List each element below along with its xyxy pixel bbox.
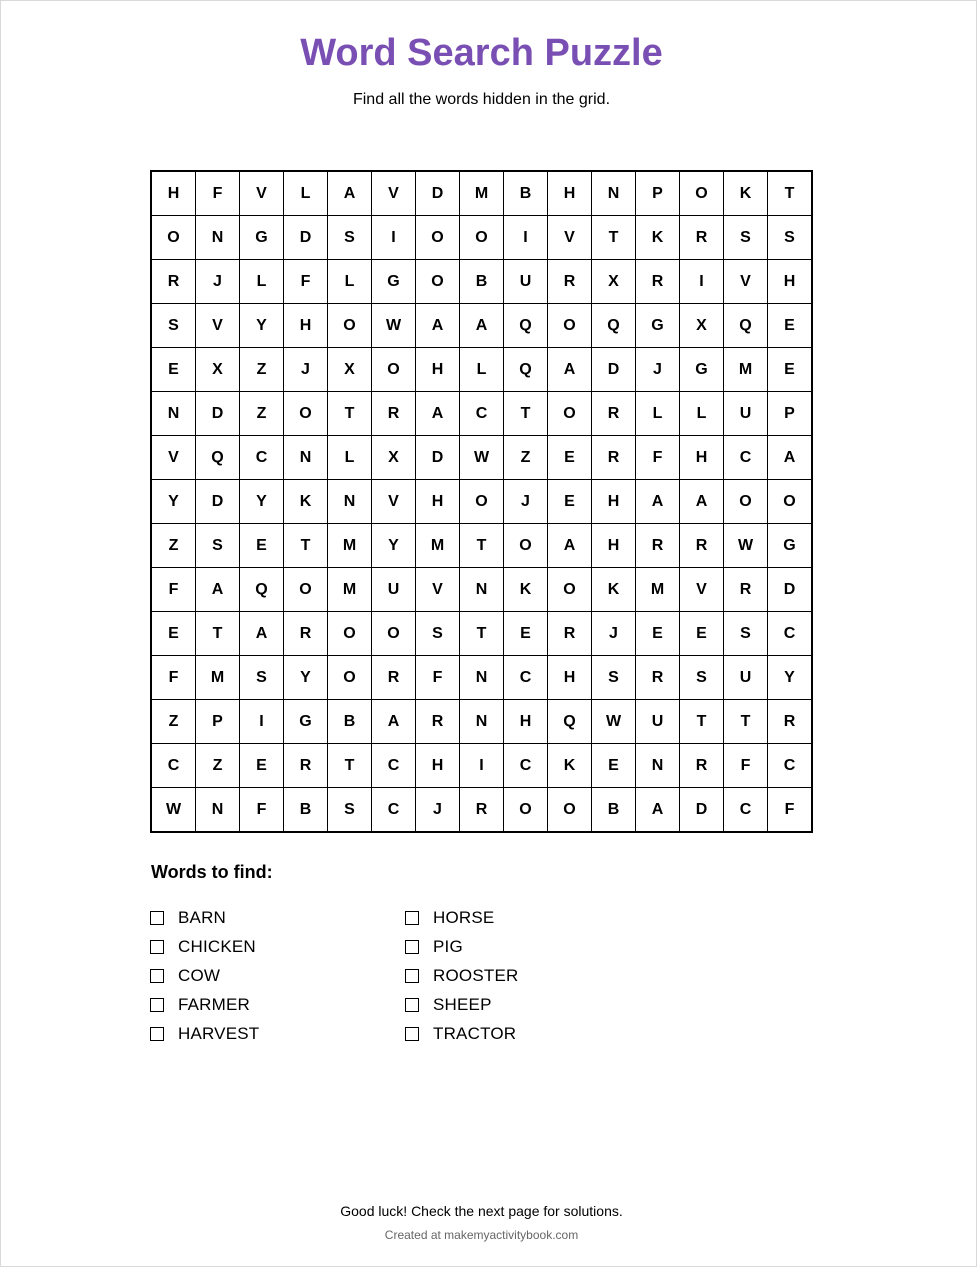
grid-cell[interactable]: K xyxy=(592,568,636,612)
footer-note: Good luck! Check the next page for solutions. xyxy=(340,1203,623,1219)
grid-cell[interactable]: A xyxy=(240,612,284,656)
grid-cell[interactable]: M xyxy=(328,568,372,612)
word-label: ROOSTER xyxy=(433,965,519,985)
grid-cell[interactable]: R xyxy=(636,260,680,304)
grid-cell[interactable]: F xyxy=(724,744,768,788)
grid-cell[interactable]: R xyxy=(636,524,680,568)
grid-row xyxy=(151,524,812,568)
grid-cell[interactable]: H xyxy=(592,524,636,568)
grid-cell[interactable]: W xyxy=(372,304,416,348)
grid-cell[interactable]: O xyxy=(768,480,813,524)
grid-cell[interactable]: Y xyxy=(284,656,328,700)
grid-cell[interactable]: U xyxy=(724,392,768,436)
grid-cell[interactable]: A xyxy=(548,348,592,392)
grid-cell[interactable]: V xyxy=(724,260,768,304)
word-list-item xyxy=(150,903,390,932)
grid-cell[interactable]: H xyxy=(592,480,636,524)
grid-cell[interactable]: R xyxy=(592,392,636,436)
grid-cell[interactable]: J xyxy=(416,788,460,833)
grid-cell[interactable]: Q xyxy=(592,304,636,348)
grid-cell[interactable]: O xyxy=(548,392,592,436)
word-label: PIG xyxy=(433,936,463,956)
grid-cell[interactable]: I xyxy=(504,216,548,260)
word-checkbox[interactable] xyxy=(405,940,419,954)
grid-cell[interactable]: N xyxy=(151,392,196,436)
word-checkbox[interactable] xyxy=(405,1027,419,1041)
grid-cell[interactable]: R xyxy=(724,568,768,612)
grid-cell[interactable]: T xyxy=(460,524,504,568)
grid-cell[interactable]: S xyxy=(328,216,372,260)
word-checkbox[interactable] xyxy=(150,1027,164,1041)
grid-cell[interactable]: U xyxy=(724,656,768,700)
grid-cell[interactable]: A xyxy=(636,480,680,524)
grid-cell[interactable]: N xyxy=(592,171,636,216)
word-checkbox[interactable] xyxy=(150,911,164,925)
grid-cell[interactable]: O xyxy=(284,392,328,436)
grid-cell[interactable]: O xyxy=(151,216,196,260)
grid-cell[interactable]: S xyxy=(240,656,284,700)
grid-cell[interactable]: H xyxy=(680,436,724,480)
grid-cell[interactable]: G xyxy=(680,348,724,392)
grid-cell[interactable]: H xyxy=(151,171,196,216)
grid-cell[interactable]: W xyxy=(151,788,196,833)
grid-cell[interactable]: C xyxy=(504,656,548,700)
grid-cell[interactable]: M xyxy=(724,348,768,392)
grid-cell[interactable]: L xyxy=(240,260,284,304)
grid-row xyxy=(151,788,812,833)
grid-cell[interactable]: T xyxy=(724,700,768,744)
grid-cell[interactable]: J xyxy=(504,480,548,524)
grid-cell[interactable]: F xyxy=(151,656,196,700)
grid-cell[interactable]: Q xyxy=(240,568,284,612)
grid-cell[interactable]: R xyxy=(416,700,460,744)
grid-cell[interactable]: C xyxy=(151,744,196,788)
grid-cell[interactable]: O xyxy=(548,568,592,612)
grid-row xyxy=(151,436,812,480)
grid-cell[interactable]: X xyxy=(592,260,636,304)
grid-cell[interactable]: F xyxy=(768,788,813,833)
grid-cell[interactable]: X xyxy=(196,348,240,392)
grid-cell[interactable]: U xyxy=(372,568,416,612)
grid-row xyxy=(151,656,812,700)
grid-cell[interactable]: S xyxy=(196,524,240,568)
grid-cell[interactable]: R xyxy=(680,216,724,260)
grid-cell[interactable]: N xyxy=(460,656,504,700)
grid-cell[interactable]: O xyxy=(680,171,724,216)
grid-cell[interactable]: U xyxy=(504,260,548,304)
grid-cell[interactable]: I xyxy=(680,260,724,304)
grid-cell[interactable]: C xyxy=(724,436,768,480)
grid-cell[interactable]: K xyxy=(548,744,592,788)
grid-cell[interactable]: B xyxy=(460,260,504,304)
grid-cell[interactable]: R xyxy=(548,612,592,656)
grid-cell[interactable]: O xyxy=(460,216,504,260)
grid-row xyxy=(151,744,812,788)
grid-cell[interactable]: E xyxy=(768,348,813,392)
grid-cell[interactable]: T xyxy=(284,524,328,568)
grid-row xyxy=(151,700,812,744)
grid-cell[interactable]: F xyxy=(416,656,460,700)
grid-cell[interactable]: L xyxy=(328,260,372,304)
grid-cell[interactable]: J xyxy=(592,612,636,656)
grid-cell[interactable]: Q xyxy=(548,700,592,744)
grid-cell[interactable]: R xyxy=(680,744,724,788)
grid-cell[interactable]: R xyxy=(284,744,328,788)
grid-cell[interactable]: K xyxy=(636,216,680,260)
grid-cell[interactable]: T xyxy=(328,392,372,436)
grid-cell[interactable]: E xyxy=(240,744,284,788)
grid-cell[interactable]: N xyxy=(284,436,328,480)
grid-cell[interactable]: R xyxy=(151,260,196,304)
word-checkbox[interactable] xyxy=(405,911,419,925)
grid-cell[interactable]: R xyxy=(372,656,416,700)
grid-cell[interactable]: R xyxy=(284,612,328,656)
grid-cell[interactable]: W xyxy=(460,436,504,480)
grid-cell[interactable]: P xyxy=(196,700,240,744)
grid-cell[interactable]: L xyxy=(636,392,680,436)
grid-cell[interactable]: C xyxy=(372,744,416,788)
word-list-column-1 xyxy=(150,903,390,1048)
grid-cell[interactable]: D xyxy=(196,480,240,524)
grid-cell[interactable]: T xyxy=(460,612,504,656)
word-checkbox[interactable] xyxy=(405,969,419,983)
grid-cell[interactable]: K xyxy=(504,568,548,612)
grid-cell[interactable]: V xyxy=(680,568,724,612)
grid-cell[interactable]: R xyxy=(372,392,416,436)
grid-cell[interactable]: C xyxy=(768,612,813,656)
word-checkbox[interactable] xyxy=(150,940,164,954)
word-list-item xyxy=(150,932,390,961)
grid-cell[interactable]: O xyxy=(328,304,372,348)
grid-cell[interactable]: M xyxy=(416,524,460,568)
grid-cell[interactable]: R xyxy=(680,524,724,568)
grid-cell[interactable]: X xyxy=(680,304,724,348)
grid-cell[interactable]: E xyxy=(548,480,592,524)
grid-cell[interactable]: C xyxy=(504,744,548,788)
grid-cell[interactable]: V xyxy=(372,171,416,216)
grid-cell[interactable]: Z xyxy=(196,744,240,788)
grid-cell[interactable]: M xyxy=(636,568,680,612)
grid-cell[interactable]: A xyxy=(636,788,680,833)
grid-cell[interactable]: O xyxy=(372,612,416,656)
page-subtitle: Find all the words hidden in the grid. xyxy=(352,91,611,108)
grid-cell[interactable]: Q xyxy=(724,304,768,348)
grid-cell[interactable]: T xyxy=(504,392,548,436)
grid-cell[interactable]: A xyxy=(416,304,460,348)
grid-cell[interactable]: Y xyxy=(372,524,416,568)
word-list-column-2 xyxy=(405,903,645,1048)
grid-cell[interactable]: N xyxy=(196,788,240,833)
grid-cell[interactable]: D xyxy=(768,568,813,612)
grid-cell[interactable]: C xyxy=(724,788,768,833)
grid-row xyxy=(151,392,812,436)
word-checkbox[interactable] xyxy=(150,969,164,983)
grid-cell[interactable]: G xyxy=(768,524,813,568)
grid-cell[interactable]: O xyxy=(460,480,504,524)
word-label: HORSE xyxy=(433,907,495,927)
grid-row xyxy=(151,612,812,656)
grid-row xyxy=(151,348,812,392)
grid-cell[interactable]: K xyxy=(284,480,328,524)
grid-cell[interactable]: W xyxy=(592,700,636,744)
grid-cell[interactable]: T xyxy=(328,744,372,788)
grid-cell[interactable]: J xyxy=(636,348,680,392)
grid-cell[interactable]: A xyxy=(680,480,724,524)
grid-cell[interactable]: E xyxy=(151,612,196,656)
grid-cell[interactable]: A xyxy=(328,171,372,216)
grid-cell[interactable]: O xyxy=(328,656,372,700)
grid-cell[interactable]: V xyxy=(151,436,196,480)
grid-cell[interactable]: D xyxy=(196,392,240,436)
word-checkbox[interactable] xyxy=(150,998,164,1012)
grid-cell[interactable]: M xyxy=(328,524,372,568)
grid-cell[interactable]: F xyxy=(151,568,196,612)
grid-cell[interactable]: V xyxy=(548,216,592,260)
grid-cell[interactable]: K xyxy=(724,171,768,216)
grid-cell[interactable]: H xyxy=(416,744,460,788)
word-list-item xyxy=(405,990,645,1019)
grid-cell[interactable]: I xyxy=(240,700,284,744)
word-label: CHICKEN xyxy=(178,936,256,956)
grid-cell[interactable]: G xyxy=(284,700,328,744)
grid-cell[interactable]: F xyxy=(240,788,284,833)
grid-cell[interactable]: E xyxy=(504,612,548,656)
grid-cell[interactable]: P xyxy=(768,392,813,436)
grid-cell[interactable]: Y xyxy=(151,480,196,524)
grid-cell[interactable]: O xyxy=(284,568,328,612)
grid-cell[interactable]: V xyxy=(416,568,460,612)
grid-cell[interactable]: E xyxy=(636,612,680,656)
grid-cell[interactable]: L xyxy=(460,348,504,392)
grid-cell[interactable]: O xyxy=(416,260,460,304)
grid-cell[interactable]: F xyxy=(636,436,680,480)
grid-cell[interactable]: Q xyxy=(504,304,548,348)
grid-cell[interactable]: Q xyxy=(196,436,240,480)
grid-cell[interactable]: L xyxy=(328,436,372,480)
grid-cell[interactable]: E xyxy=(592,744,636,788)
grid-cell[interactable]: Y xyxy=(768,656,813,700)
words-heading: Words to find: xyxy=(151,862,273,882)
grid-cell[interactable]: J xyxy=(284,348,328,392)
grid-cell[interactable]: C xyxy=(460,392,504,436)
word-label: FARMER xyxy=(178,994,251,1014)
grid-cell[interactable]: T xyxy=(680,700,724,744)
grid-cell[interactable]: Z xyxy=(504,436,548,480)
grid-cell[interactable]: M xyxy=(196,656,240,700)
grid-cell[interactable]: Q xyxy=(504,348,548,392)
word-label: SHEEP xyxy=(433,994,492,1014)
grid-cell[interactable]: S xyxy=(724,216,768,260)
grid-cell[interactable]: N xyxy=(460,568,504,612)
grid-cell[interactable]: H xyxy=(416,348,460,392)
word-list-item xyxy=(150,1019,390,1048)
grid-cell[interactable]: I xyxy=(372,216,416,260)
grid-cell[interactable]: G xyxy=(240,216,284,260)
grid-cell[interactable]: R xyxy=(636,656,680,700)
grid-cell[interactable]: E xyxy=(680,612,724,656)
grid-cell[interactable]: S xyxy=(416,612,460,656)
grid-cell[interactable]: O xyxy=(724,480,768,524)
grid-cell[interactable]: R xyxy=(592,436,636,480)
grid-cell[interactable]: H xyxy=(548,656,592,700)
grid-cell[interactable]: Z xyxy=(240,392,284,436)
grid-cell[interactable]: M xyxy=(460,171,504,216)
footer-credit: Created at makemyactivitybook.com xyxy=(384,1228,579,1242)
grid-cell[interactable]: Z xyxy=(151,524,196,568)
word-list-item xyxy=(405,903,645,932)
grid-cell[interactable]: T xyxy=(768,171,813,216)
grid-cell[interactable]: A xyxy=(196,568,240,612)
grid-cell[interactable]: V xyxy=(240,171,284,216)
grid-cell[interactable]: L xyxy=(680,392,724,436)
grid-cell[interactable]: W xyxy=(724,524,768,568)
grid-cell[interactable]: Z xyxy=(240,348,284,392)
grid-row xyxy=(151,216,812,260)
grid-cell[interactable]: H xyxy=(504,700,548,744)
grid-cell[interactable]: O xyxy=(372,348,416,392)
grid-cell[interactable]: D xyxy=(680,788,724,833)
grid-row xyxy=(151,304,812,348)
grid-cell[interactable]: C xyxy=(240,436,284,480)
grid-cell[interactable]: D xyxy=(592,348,636,392)
grid-cell[interactable]: O xyxy=(504,524,548,568)
grid-cell[interactable]: T xyxy=(592,216,636,260)
word-list-item xyxy=(150,990,390,1019)
word-list-item xyxy=(405,961,645,990)
grid-cell[interactable]: I xyxy=(460,744,504,788)
page-title: Word Search Puzzle xyxy=(300,32,663,74)
grid-cell[interactable]: S xyxy=(724,612,768,656)
word-search-grid xyxy=(150,170,813,833)
grid-cell[interactable]: L xyxy=(284,171,328,216)
word-list-item xyxy=(405,932,645,961)
grid-cell[interactable]: A xyxy=(548,524,592,568)
grid-row xyxy=(151,480,812,524)
grid-cell[interactable]: D xyxy=(416,171,460,216)
grid-cell[interactable]: E xyxy=(151,348,196,392)
grid-row xyxy=(151,568,812,612)
grid-cell[interactable]: O xyxy=(328,612,372,656)
grid-cell[interactable]: V xyxy=(372,480,416,524)
word-list-item xyxy=(150,961,390,990)
grid-cell[interactable]: E xyxy=(768,304,813,348)
grid-cell[interactable]: H xyxy=(284,304,328,348)
grid-cell[interactable]: J xyxy=(196,260,240,304)
word-label: BARN xyxy=(178,907,227,927)
grid-cell[interactable]: U xyxy=(636,700,680,744)
grid-cell[interactable]: C xyxy=(372,788,416,833)
grid-cell[interactable]: G xyxy=(372,260,416,304)
grid-cell[interactable]: S xyxy=(768,216,813,260)
word-label: TRACTOR xyxy=(433,1023,517,1043)
grid-cell[interactable]: G xyxy=(636,304,680,348)
grid-cell[interactable]: B xyxy=(328,700,372,744)
grid-cell[interactable]: X xyxy=(372,436,416,480)
grid-cell[interactable]: H xyxy=(548,171,592,216)
grid-cell[interactable]: D xyxy=(284,216,328,260)
grid-cell[interactable]: B xyxy=(504,171,548,216)
grid-cell[interactable]: N xyxy=(328,480,372,524)
grid-cell[interactable]: O xyxy=(548,304,592,348)
grid-cell[interactable]: R xyxy=(460,788,504,833)
grid-cell[interactable]: S xyxy=(328,788,372,833)
grid-cell[interactable]: A xyxy=(768,436,813,480)
grid-cell[interactable]: E xyxy=(240,524,284,568)
grid-cell[interactable]: B xyxy=(592,788,636,833)
grid-row xyxy=(151,260,812,304)
word-checkbox[interactable] xyxy=(405,998,419,1012)
grid-cell[interactable]: Z xyxy=(151,700,196,744)
grid-cell[interactable]: F xyxy=(284,260,328,304)
grid-cell[interactable]: S xyxy=(151,304,196,348)
grid-cell[interactable]: P xyxy=(636,171,680,216)
grid-cell[interactable]: H xyxy=(768,260,813,304)
grid-cell[interactable]: S xyxy=(592,656,636,700)
grid-cell[interactable]: N xyxy=(196,216,240,260)
grid-cell[interactable]: O xyxy=(416,216,460,260)
word-list-item xyxy=(405,1019,645,1048)
grid-cell[interactable]: O xyxy=(548,788,592,833)
grid-cell[interactable]: S xyxy=(680,656,724,700)
grid-row xyxy=(151,171,812,216)
grid-cell[interactable]: Y xyxy=(240,304,284,348)
grid-cell[interactable]: T xyxy=(196,612,240,656)
word-label: HARVEST xyxy=(178,1023,260,1043)
word-label: COW xyxy=(178,965,221,985)
grid-cell[interactable]: A xyxy=(372,700,416,744)
grid-cell[interactable]: D xyxy=(416,436,460,480)
grid-cell[interactable]: N xyxy=(636,744,680,788)
grid-cell[interactable]: V xyxy=(196,304,240,348)
grid-cell[interactable]: C xyxy=(768,744,813,788)
grid-cell[interactable]: A xyxy=(460,304,504,348)
grid-cell[interactable]: Y xyxy=(240,480,284,524)
grid-cell[interactable]: X xyxy=(328,348,372,392)
grid-cell[interactable]: R xyxy=(548,260,592,304)
grid-cell[interactable]: E xyxy=(548,436,592,480)
grid-cell[interactable]: N xyxy=(460,700,504,744)
grid-cell[interactable]: R xyxy=(768,700,813,744)
grid-cell[interactable]: F xyxy=(196,171,240,216)
grid-cell[interactable]: A xyxy=(416,392,460,436)
grid-cell[interactable]: O xyxy=(504,788,548,833)
grid-cell[interactable]: B xyxy=(284,788,328,833)
grid-cell[interactable]: H xyxy=(416,480,460,524)
